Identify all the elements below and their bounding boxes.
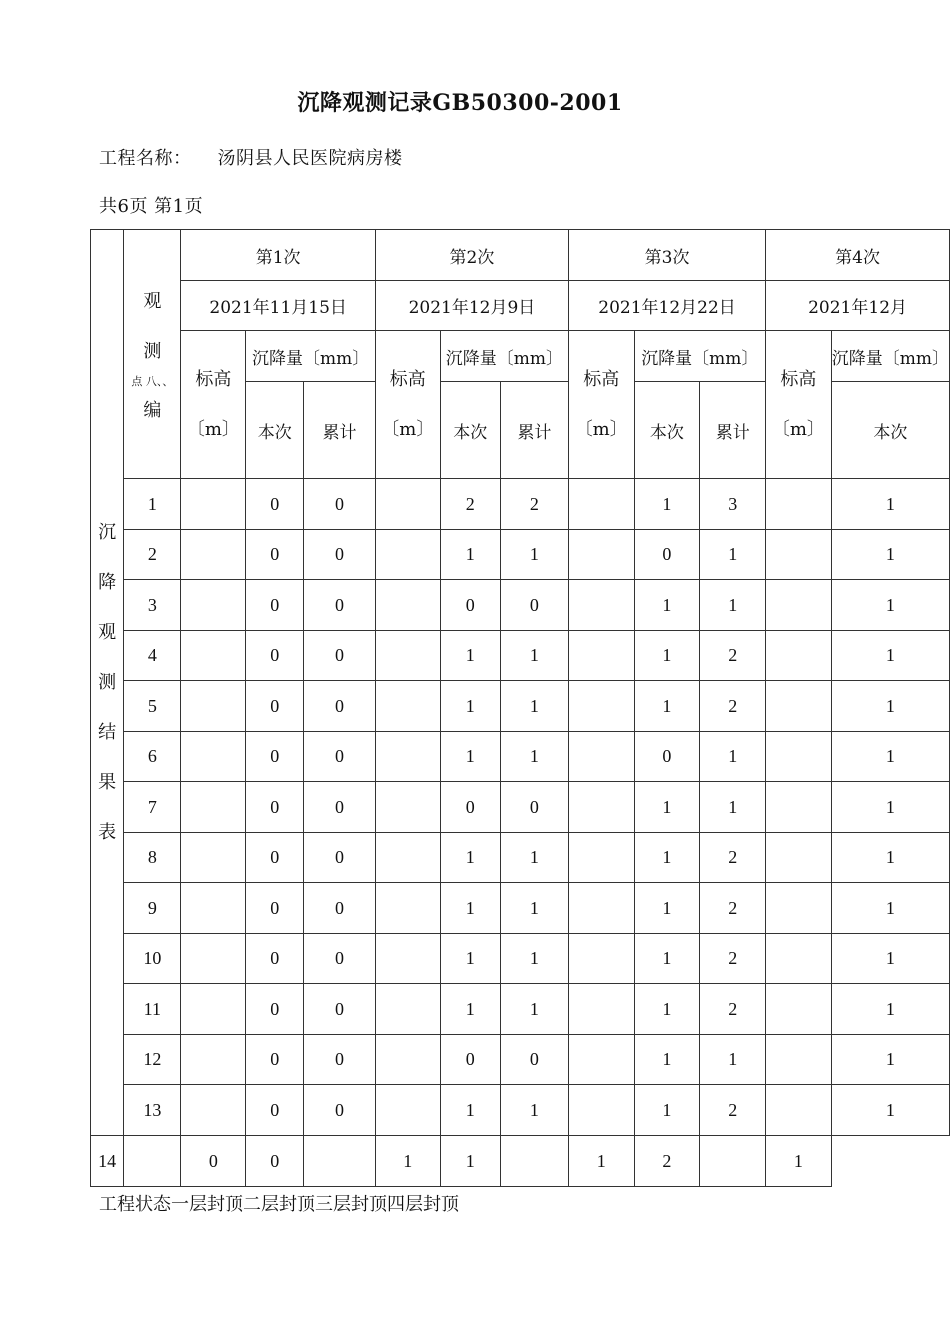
settlement-cumulative-cell: 0 <box>304 883 376 934</box>
cum-header-3: 累计 <box>700 382 766 479</box>
table-row <box>91 530 950 580</box>
settlement-this-cell: 1 <box>440 984 500 1035</box>
elevation-header-3: 标高 〔m〕 <box>568 331 634 479</box>
settlement-cumulative-cell: 3 <box>700 479 766 530</box>
settlement-cumulative-cell: 1 <box>700 782 766 833</box>
settlement-cumulative-cell: 1 <box>500 883 568 934</box>
elevation-cell <box>700 1136 766 1187</box>
elevation-cell <box>568 530 634 580</box>
elevation-cell <box>375 833 440 883</box>
settlement-this-cell: 1 <box>766 1136 832 1187</box>
settlement-cumulative-cell: 0 <box>304 631 376 681</box>
settlement-cumulative-cell: 1 <box>440 1136 500 1187</box>
settlement-this-cell: 0 <box>246 631 304 681</box>
settlement-cumulative-cell: 1 <box>700 530 766 580</box>
elevation-cell <box>766 833 832 883</box>
settlement-this-cell: 1 <box>831 732 949 782</box>
settlement-this-cell: 1 <box>634 1035 700 1085</box>
settlement-this-cell: 1 <box>440 530 500 580</box>
settlement-this-cell: 1 <box>634 479 700 530</box>
elevation-cell <box>766 984 832 1035</box>
settlement-cumulative-cell: 0 <box>304 1035 376 1085</box>
settlement-cumulative-cell: 1 <box>500 934 568 984</box>
settlement-this-cell: 1 <box>831 984 949 1035</box>
settlement-cumulative-cell: 1 <box>500 833 568 883</box>
settlement-this-cell: 1 <box>440 681 500 732</box>
settlement-header-3: 沉降量〔mm〕 <box>634 331 766 382</box>
settlement-this-cell: 0 <box>440 1035 500 1085</box>
point-number: 1 <box>124 479 181 530</box>
settlement-cumulative-cell: 2 <box>500 479 568 530</box>
settlement-cumulative-cell: 0 <box>304 681 376 732</box>
settlement-cumulative-cell: 1 <box>700 1035 766 1085</box>
cum-header-2: 累计 <box>500 382 568 479</box>
obs-1-label: 第1次 <box>181 230 375 281</box>
settlement-this-cell: 1 <box>831 631 949 681</box>
settlement-this-cell: 1 <box>634 833 700 883</box>
settlement-this-cell: 0 <box>634 530 700 580</box>
table-row <box>91 782 950 833</box>
settlement-cumulative-cell: 1 <box>700 580 766 631</box>
settlement-this-cell: 0 <box>440 782 500 833</box>
settlement-table-wrapper <box>90 229 950 1189</box>
point-number: 11 <box>124 984 181 1035</box>
settlement-this-cell: 1 <box>634 782 700 833</box>
settlement-cumulative-cell: 2 <box>700 934 766 984</box>
project-line <box>99 144 403 170</box>
settlement-this-cell: 1 <box>440 732 500 782</box>
side-title-char: 降 <box>98 571 117 593</box>
settlement-this-cell: 1 <box>634 984 700 1035</box>
table-row <box>91 580 950 631</box>
side-title <box>91 508 123 858</box>
settlement-cumulative-cell: 0 <box>304 934 376 984</box>
settlement-cumulative-cell: 2 <box>700 984 766 1035</box>
elevation-cell <box>375 934 440 984</box>
settlement-cumulative-cell: 0 <box>304 984 376 1035</box>
elevation-cell <box>375 681 440 732</box>
point-number: 9 <box>124 883 181 934</box>
page-title: 沉降观测记录GB50300-2001 <box>297 90 623 116</box>
settlement-this-cell: 1 <box>831 530 949 580</box>
elevation-cell <box>181 681 246 732</box>
elevation-cell <box>181 732 246 782</box>
table-row <box>91 1085 950 1136</box>
settlement-this-cell: 1 <box>634 883 700 934</box>
elevation-cell <box>181 782 246 833</box>
settlement-this-cell: 1 <box>440 631 500 681</box>
point-header-line3: 编 <box>143 400 162 421</box>
settlement-this-cell: 0 <box>246 681 304 732</box>
settlement-this-cell: 1 <box>831 479 949 530</box>
settlement-this-cell: 0 <box>246 984 304 1035</box>
settlement-this-cell: 0 <box>246 479 304 530</box>
settlement-cumulative-cell: 2 <box>700 833 766 883</box>
project-status: 工程状态一层封顶二层封顶三层封顶四层封顶 <box>99 1194 459 1215</box>
settlement-this-cell: 1 <box>831 580 949 631</box>
side-title-char: 测 <box>98 671 117 693</box>
elevation-cell <box>375 631 440 681</box>
side-title-char: 表 <box>98 821 117 843</box>
point-number: 4 <box>124 631 181 681</box>
settlement-cumulative-cell: 0 <box>304 782 376 833</box>
elevation-cell <box>375 1035 440 1085</box>
elevation-cell <box>766 1035 832 1085</box>
elevation-cell <box>568 1085 634 1136</box>
elevation-cell <box>375 1085 440 1136</box>
settlement-this-cell: 1 <box>831 1035 949 1085</box>
elevation-cell <box>766 479 832 530</box>
elevation-cell <box>375 479 440 530</box>
cum-header-1: 累计 <box>304 382 376 479</box>
elevation-cell <box>181 833 246 883</box>
elevation-cell <box>568 782 634 833</box>
elevation-cell <box>568 883 634 934</box>
settlement-cumulative-cell: 1 <box>500 984 568 1035</box>
settlement-cumulative-cell: 1 <box>500 732 568 782</box>
side-title-cell <box>91 230 124 1136</box>
settlement-this-cell: 0 <box>634 732 700 782</box>
this-header-4: 本次 <box>831 382 949 479</box>
elevation-cell <box>568 833 634 883</box>
elevation-cell <box>375 984 440 1035</box>
settlement-cumulative-cell: 1 <box>500 681 568 732</box>
elevation-cell <box>181 631 246 681</box>
elevation-cell <box>500 1136 568 1187</box>
elevation-cell <box>375 883 440 934</box>
settlement-header-2: 沉降量〔mm〕 <box>440 331 568 382</box>
project-name: 汤阴县人民医院病房楼 <box>217 148 403 169</box>
settlement-cumulative-cell: 0 <box>500 782 568 833</box>
elevation-cell <box>568 1035 634 1085</box>
settlement-this-cell: 1 <box>634 631 700 681</box>
elevation-cell <box>568 580 634 631</box>
settlement-cumulative-cell: 0 <box>500 580 568 631</box>
elevation-cell <box>181 1085 246 1136</box>
obs-2-date: 2021年12月9日 <box>375 281 568 331</box>
settlement-this-cell: 0 <box>246 934 304 984</box>
elevation-cell <box>181 883 246 934</box>
elevation-cell <box>766 580 832 631</box>
settlement-this-cell: 0 <box>246 883 304 934</box>
settlement-this-cell: 0 <box>246 530 304 580</box>
elevation-cell <box>181 580 246 631</box>
point-number: 12 <box>124 1035 181 1085</box>
elevation-cell <box>766 782 832 833</box>
settlement-this-cell: 1 <box>831 833 949 883</box>
elevation-cell <box>181 530 246 580</box>
this-header-1: 本次 <box>246 382 304 479</box>
table-row <box>91 883 950 934</box>
elevation-cell <box>375 782 440 833</box>
settlement-cumulative-cell: 0 <box>304 479 376 530</box>
page-info: 共6页 第1页 <box>99 196 204 217</box>
settlement-cumulative-cell: 2 <box>700 1085 766 1136</box>
elevation-cell <box>181 934 246 984</box>
this-header-2: 本次 <box>440 382 500 479</box>
point-number: 5 <box>124 681 181 732</box>
elevation-cell <box>766 883 832 934</box>
settlement-cumulative-cell: 2 <box>700 631 766 681</box>
settlement-cumulative-cell: 0 <box>304 1085 376 1136</box>
settlement-this-cell: 1 <box>440 1085 500 1136</box>
obs-4-label: 第4次 <box>766 230 950 281</box>
obs-2-label: 第2次 <box>375 230 568 281</box>
elevation-cell <box>304 1136 376 1187</box>
point-header-line1: 观 <box>143 291 162 312</box>
settlement-cumulative-cell: 0 <box>304 530 376 580</box>
settlement-this-cell: 1 <box>831 782 949 833</box>
table-row <box>91 833 950 883</box>
table-row <box>91 681 950 732</box>
settlement-this-cell: 0 <box>246 732 304 782</box>
obs-3-label: 第3次 <box>568 230 765 281</box>
elevation-cell <box>766 732 832 782</box>
settlement-this-cell: 1 <box>634 1085 700 1136</box>
settlement-this-cell: 1 <box>375 1136 440 1187</box>
elevation-cell <box>568 479 634 530</box>
point-number: 13 <box>124 1085 181 1136</box>
settlement-header-1: 沉降量〔mm〕 <box>246 331 376 382</box>
settlement-cumulative-cell: 0 <box>246 1136 304 1187</box>
elevation-header-4: 标高 〔m〕 <box>766 331 832 479</box>
table-row <box>91 984 950 1035</box>
settlement-this-cell: 1 <box>440 883 500 934</box>
settlement-this-cell: 1 <box>831 1085 949 1136</box>
obs-4-date: 2021年12月 <box>766 281 950 331</box>
settlement-cumulative-cell: 0 <box>500 1035 568 1085</box>
settlement-this-cell: 1 <box>568 1136 634 1187</box>
obs-3-date: 2021年12月22日 <box>568 281 765 331</box>
settlement-table <box>90 229 950 1187</box>
point-number: 6 <box>124 732 181 782</box>
obs-1-date: 2021年11月15日 <box>181 281 375 331</box>
side-title-char: 结 <box>98 721 117 743</box>
settlement-this-cell: 1 <box>831 934 949 984</box>
settlement-cumulative-cell: 0 <box>304 580 376 631</box>
point-header-line2: 测 <box>143 341 162 362</box>
settlement-this-cell: 1 <box>634 580 700 631</box>
point-number: 2 <box>124 530 181 580</box>
elevation-cell <box>181 984 246 1035</box>
elevation-cell <box>766 1085 832 1136</box>
settlement-this-cell: 0 <box>246 580 304 631</box>
settlement-this-cell: 1 <box>634 934 700 984</box>
point-number: 14 <box>91 1136 124 1187</box>
settlement-this-cell: 0 <box>181 1136 246 1187</box>
elevation-cell <box>181 479 246 530</box>
table-row <box>91 1035 950 1085</box>
table-row <box>91 732 950 782</box>
elevation-cell <box>181 1035 246 1085</box>
settlement-this-cell: 0 <box>440 580 500 631</box>
settlement-cumulative-cell: 1 <box>500 1085 568 1136</box>
settlement-cumulative-cell: 2 <box>700 681 766 732</box>
point-number: 7 <box>124 782 181 833</box>
elevation-cell <box>568 681 634 732</box>
side-title-char: 观 <box>98 621 117 643</box>
settlement-cumulative-cell: 0 <box>304 732 376 782</box>
elevation-cell <box>375 580 440 631</box>
settlement-this-cell: 1 <box>440 833 500 883</box>
point-number: 10 <box>124 934 181 984</box>
settlement-cumulative-cell: 1 <box>700 732 766 782</box>
settlement-cumulative-cell: 1 <box>500 530 568 580</box>
elevation-header-2: 标高 〔m〕 <box>375 331 440 479</box>
elevation-cell <box>766 631 832 681</box>
elevation-cell <box>568 934 634 984</box>
elevation-header-1: 标高 〔m〕 <box>181 331 246 479</box>
settlement-this-cell: 2 <box>440 479 500 530</box>
elevation-cell <box>124 1136 181 1187</box>
settlement-this-cell: 0 <box>246 1085 304 1136</box>
settlement-this-cell: 1 <box>634 681 700 732</box>
project-label: 工程名称： <box>99 148 192 169</box>
settlement-cumulative-cell: 1 <box>500 631 568 681</box>
elevation-cell <box>766 530 832 580</box>
point-number: 3 <box>124 580 181 631</box>
settlement-this-cell: 0 <box>246 782 304 833</box>
settlement-cumulative-cell: 2 <box>634 1136 700 1187</box>
elevation-cell <box>568 631 634 681</box>
settlement-this-cell: 1 <box>831 681 949 732</box>
point-number-header <box>124 230 181 479</box>
table-row <box>91 631 950 681</box>
elevation-cell <box>568 732 634 782</box>
table-row <box>91 934 950 984</box>
settlement-this-cell: 0 <box>246 833 304 883</box>
table-row <box>91 479 950 530</box>
point-header-small: 点 八、、 <box>131 375 174 388</box>
elevation-cell <box>766 934 832 984</box>
table-row <box>91 1136 950 1187</box>
side-title-char: 沉 <box>98 521 117 543</box>
settlement-this-cell: 1 <box>440 934 500 984</box>
point-number: 8 <box>124 833 181 883</box>
settlement-cumulative-cell: 0 <box>304 833 376 883</box>
settlement-cumulative-cell: 2 <box>700 883 766 934</box>
settlement-header-4: 沉降量〔mm〕 <box>831 331 949 382</box>
elevation-cell <box>568 984 634 1035</box>
settlement-this-cell: 0 <box>246 1035 304 1085</box>
this-header-3: 本次 <box>634 382 700 479</box>
elevation-cell <box>375 732 440 782</box>
elevation-cell <box>766 681 832 732</box>
elevation-cell <box>375 530 440 580</box>
settlement-this-cell: 1 <box>831 883 949 934</box>
side-title-char: 果 <box>98 771 117 793</box>
